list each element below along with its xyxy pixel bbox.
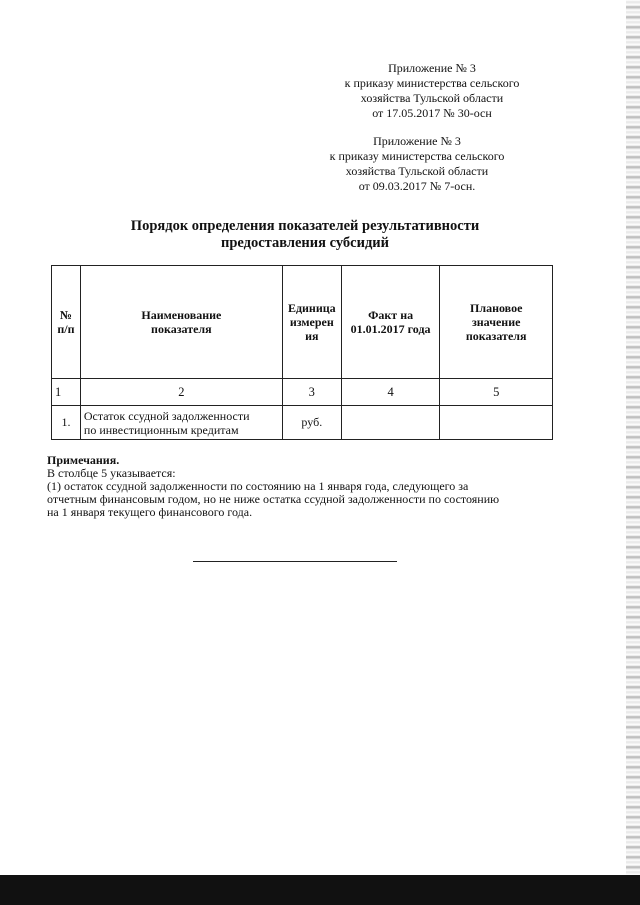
- appendix-header-current: [302, 61, 562, 121]
- column-number: 2: [80, 379, 282, 406]
- header-plan-line3: показателя: [465, 329, 527, 343]
- header-unit-line1: Единица: [287, 301, 336, 315]
- header-fact-line2: 01.01.2017 года: [350, 322, 431, 336]
- notes-line: на 1 января текущего финансового года.: [47, 505, 253, 519]
- appendix-header-previous: [287, 134, 547, 194]
- closing-line: [193, 561, 397, 562]
- row-fact-value: [341, 406, 440, 440]
- column-number: 5: [440, 379, 553, 406]
- appendix-order-ref: к приказу министерства сельского: [344, 76, 520, 90]
- column-number: 3: [282, 379, 341, 406]
- header-number-line2: п/п: [57, 322, 75, 336]
- notes-title: Примечания.: [47, 453, 120, 467]
- column-number: 1: [52, 379, 81, 406]
- header-number: [52, 266, 81, 379]
- document-title-line1: Порядок определения показателей результативности: [130, 218, 480, 234]
- appendix-order-ref: к приказу министерства сельского: [329, 149, 505, 163]
- header-unit-line2: измерен: [289, 315, 334, 329]
- header-indicator-name: [80, 266, 282, 379]
- column-number-row: [52, 379, 553, 406]
- indicators-table: [51, 265, 553, 440]
- notes-section: [47, 454, 547, 519]
- table-row: [52, 406, 553, 440]
- appendix-ministry: хозяйства Тульской области: [360, 91, 504, 105]
- header-unit-line3: ия: [305, 329, 319, 343]
- header-fact-line1: Факт на: [368, 308, 414, 322]
- notes-line: отчетным финансовым годом, но не ниже остатка ссудной задолженности по состоянию: [47, 492, 500, 506]
- column-number: 4: [341, 379, 440, 406]
- row-plan-value: [440, 406, 553, 440]
- row-name-line2: по инвестиционным кредитам: [83, 422, 239, 437]
- row-indicator-name: [80, 406, 282, 440]
- notes-line: В столбце 5 указывается:: [47, 466, 176, 480]
- table-header-row: [52, 266, 553, 379]
- row-number: 1.: [52, 406, 81, 440]
- header-unit: [282, 266, 341, 379]
- header-fact: [341, 266, 440, 379]
- notes-line: (1) остаток ссудной задолженности по состоянию на 1 января года, следующего за: [47, 479, 469, 493]
- header-plan-line2: значение: [471, 315, 521, 329]
- scan-bottom-band: [0, 875, 640, 905]
- row-unit: руб.: [282, 406, 341, 440]
- appendix-date-number: от 17.05.2017 № 30-осн: [372, 106, 492, 120]
- appendix-title: Приложение № 3: [388, 61, 476, 75]
- appendix-title: Приложение № 3: [373, 134, 461, 148]
- header-name-line2: показателя: [151, 322, 212, 336]
- appendix-ministry: хозяйства Тульской области: [345, 164, 489, 178]
- header-number-line1: №: [59, 308, 72, 322]
- appendix-date-number: от 09.03.2017 № 7-осн.: [358, 179, 476, 193]
- header-name-line1: Наименование: [141, 308, 222, 322]
- header-plan-line1: Плановое: [470, 301, 523, 315]
- document-title: [80, 218, 530, 252]
- header-plan: [440, 266, 553, 379]
- row-name-line1: Остаток ссудной задолженности: [83, 408, 250, 423]
- scan-edge-artifact: [626, 0, 640, 905]
- document-title-line2: предоставления субсидий: [220, 235, 389, 251]
